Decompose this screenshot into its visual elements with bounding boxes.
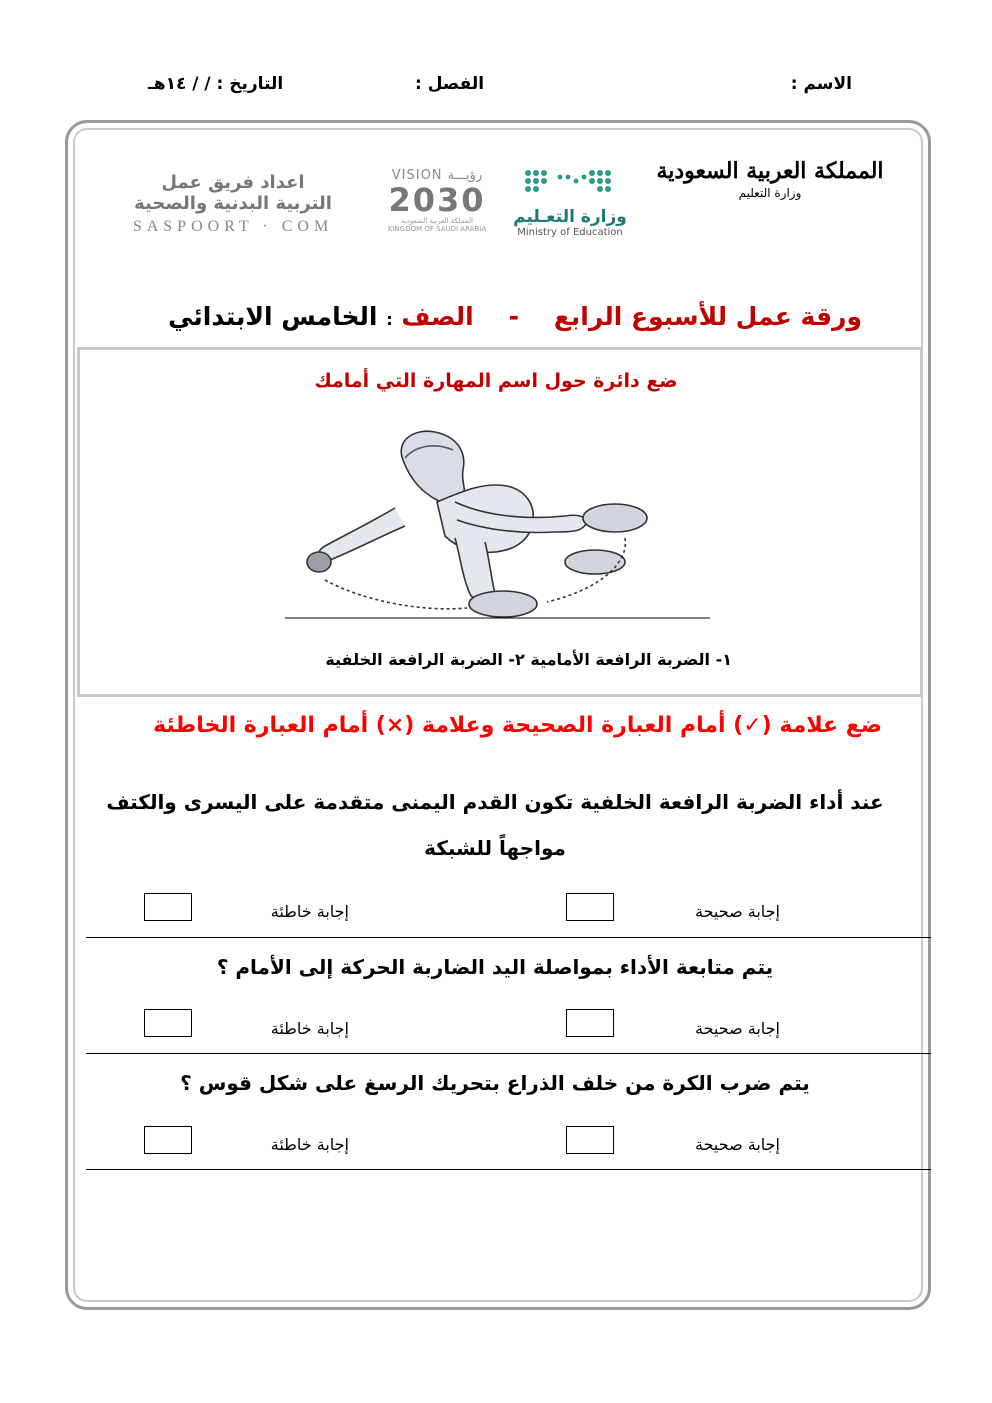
name-field-label: الاسم : [790, 74, 852, 94]
worksheet-title [168, 302, 862, 331]
date-field-label: التاريخ : / / ١٤هـ [148, 74, 284, 94]
moe-arabic-name: وزارة التعـليم [513, 207, 627, 227]
moe-logo [505, 165, 635, 238]
team-website: SASPOORT · COM [132, 218, 334, 235]
title-dash: - [508, 302, 519, 331]
title-colon: : [386, 310, 393, 329]
question-1-correct-box[interactable] [566, 893, 614, 921]
question-1-wrong-box[interactable] [144, 893, 192, 921]
motion-arc-left [325, 580, 467, 609]
ministry-small-text: وزارة التعليم [738, 186, 802, 200]
team-line-1: اعداد فريق عمل [161, 172, 305, 193]
paddle-bottom [469, 591, 537, 617]
vision-sub-english: KINGDOM OF SAUDI ARABIA [387, 225, 487, 233]
title-grade-label: الصف [401, 302, 474, 331]
true-false-instruction: ضع علامة (✓) أمام العبارة الصحيحة وعلامة (×) أمام العبارة الخاطئة [153, 713, 882, 738]
team-line-2: التربية البدنية والصحية [134, 193, 332, 214]
vision-2030-logo [378, 168, 496, 233]
divider-3 [86, 1169, 931, 1170]
divider-2 [86, 1053, 931, 1054]
question-1-wrong-label: إجابة خاطئة [270, 902, 349, 921]
question-1-line-1: عند أداء الضربة الرافعة الخلفية تكون القدم اليمنى متقدمة على اليسرى والكتف [106, 790, 884, 814]
question-3-wrong-label: إجابة خاطئة [270, 1135, 349, 1154]
question-1-line-2: مواجهاً للشبكة [424, 836, 566, 860]
vision-word: VISION رؤيـــة [391, 168, 483, 183]
question-1-correct-label: إجابة صحيحة [695, 902, 780, 921]
question-2: يتم متابعة الأداء بمواصلة اليد الضاربة الحركة إلى الأمام ؟ [216, 955, 774, 979]
kingdom-calligraphy: المملكة العربية السعودية [656, 158, 884, 184]
question-3-wrong-box[interactable] [144, 1126, 192, 1154]
question-3: يتم ضرب الكرة من خلف الذراع بتحريك الرسغ على شكل قوس ؟ [180, 1071, 810, 1095]
team-logo [108, 172, 358, 236]
player-illustration [285, 420, 715, 620]
title-week: ورقة عمل للأسبوع الرابع [553, 302, 862, 331]
ball-hand [307, 552, 331, 572]
vision-year: 2030 [388, 181, 486, 219]
question-2-correct-label: إجابة صحيحة [695, 1019, 780, 1038]
vision-sub-arabic: المملكة العربية السعودية [401, 217, 473, 225]
moe-dots-icon [520, 165, 620, 199]
moe-english-name: Ministry of Education [517, 227, 623, 238]
kingdom-logo [655, 158, 885, 200]
skill-question: ضع دائرة حول اسم المهارة التي أمامك [314, 370, 678, 392]
skill-options: ١- الضربة الرافعة الأمامية ٢- الضربة الرافعة الخلفية [325, 650, 732, 669]
title-grade: الخامس الابتدائي [168, 302, 378, 331]
paddle-middle [565, 550, 625, 574]
question-2-wrong-box[interactable] [144, 1009, 192, 1037]
question-3-correct-label: إجابة صحيحة [695, 1135, 780, 1154]
question-3-correct-box[interactable] [566, 1126, 614, 1154]
player-head [401, 431, 464, 503]
player-left-arm [318, 508, 405, 562]
question-2-wrong-label: إجابة خاطئة [270, 1019, 349, 1038]
question-2-correct-box[interactable] [566, 1009, 614, 1037]
divider-1 [86, 937, 931, 938]
paddle-top [583, 504, 647, 532]
class-field-label: الفصل : [415, 74, 485, 94]
